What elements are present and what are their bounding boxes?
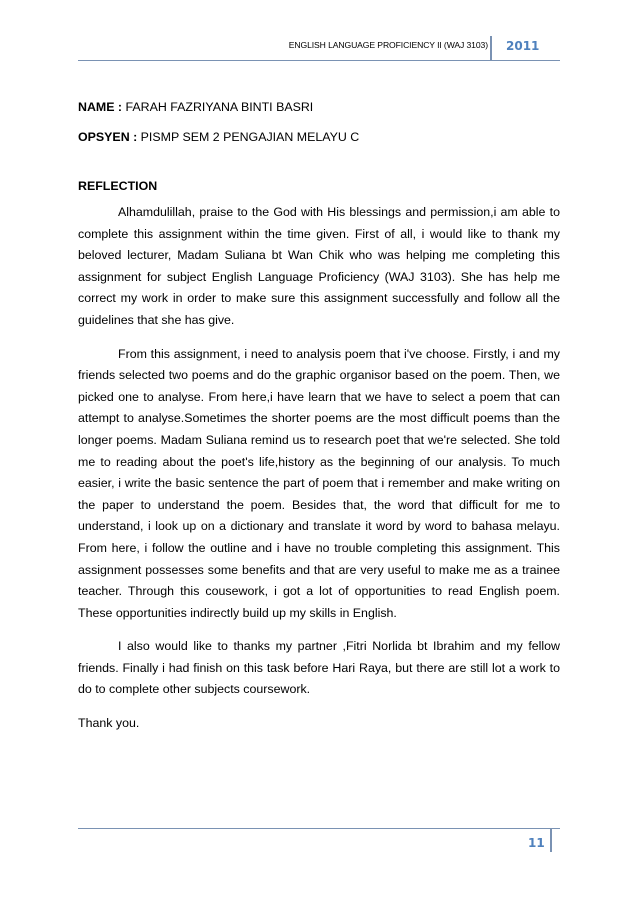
document-body bbox=[78, 99, 560, 735]
paragraph-3: I also would like to thanks my partner ,Fitri Norlida bt Ibrahim and my fellow friends. Finally i had finish on this task before Hari Raya, but there are still lot a work to do to complete other subjects coursework. bbox=[78, 639, 560, 697]
paragraph-2: From this assignment, i need to analysis poem that i've choose. Firstly, i and my friends selected two poems and do the graphic organisor based on the poem. Then, we picked one to analyse. From here,i have learn that we have to select a poem that can attempt to analyse.Sometimes the shorter poems are the most difficult poems than the longer poems. Madam Suliana remind us to research poet that we're selected. She told me to reading about the poet's life,history as the beginning of our analysis. To much easier, i write the basic sentence the part of poem that i remember and make writing on the paper to understand the poem. Besides that, the word that difficult for me to understand, i look up on a dictionary and translate it word by word to bahasa melayu. From here, i follow the outline and i have no trouble completing this assignment. This assignment possesses some benefits and that are very useful to make me as a trainee teacher. Through this cousework, i got a lot of opportunities to read English poem. These opportunities indirectly build up my skills in English. bbox=[78, 346, 560, 620]
paragraph-1: Alhamdulillah, praise to the God with His blessings and permission,i am able to complete this assignment within the time given. First of all, i would like to thank my beloved lecturer, Madam Suliana bt Wan Chik who was helping me completing this assignment for subject English Language Proficiency (WAJ 3103). She has help me correct my work in order to make sure this assignment successfully and follow all the guidelines that she has give. bbox=[78, 205, 560, 327]
page-number: 11 bbox=[528, 836, 545, 850]
header-title: ENGLISH LANGUAGE PROFICIENCY II (WAJ 3103) bbox=[288, 40, 488, 50]
name-line bbox=[78, 99, 560, 115]
name-value: FARAH FAZRIYANA BINTI BASRI bbox=[125, 100, 314, 114]
footer-divider bbox=[550, 828, 552, 852]
name-label: NAME : bbox=[78, 100, 123, 114]
option-label: OPSYEN : bbox=[78, 130, 138, 144]
header-year: 2011 bbox=[506, 39, 540, 53]
header-divider bbox=[490, 36, 492, 60]
footer-rule bbox=[78, 828, 560, 829]
option-line bbox=[78, 129, 560, 145]
option-value: PISMP SEM 2 PENGAJIAN MELAYU C bbox=[140, 130, 360, 144]
header-rule bbox=[78, 60, 560, 61]
page-header bbox=[78, 36, 560, 58]
closing-line: Thank you. bbox=[78, 716, 140, 731]
section-heading: REFLECTION bbox=[78, 179, 158, 193]
